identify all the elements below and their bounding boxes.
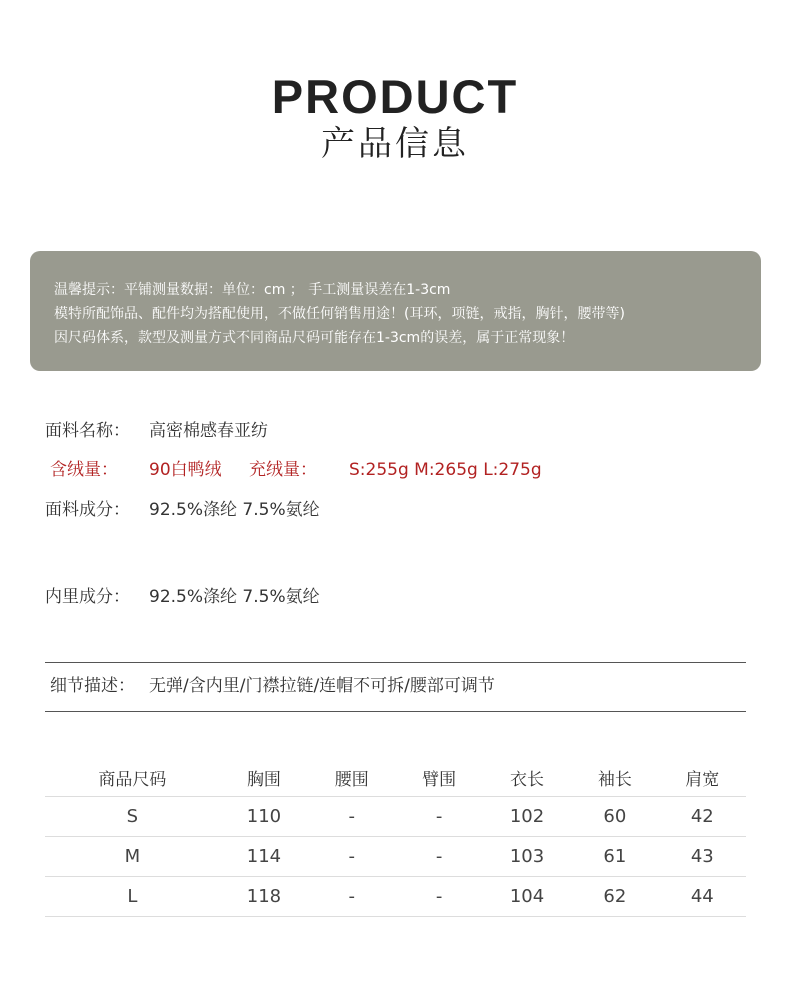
table-cell: 60: [571, 797, 658, 837]
table-cell: 114: [220, 837, 308, 877]
table-row: [45, 837, 746, 877]
table-cell: L: [45, 877, 220, 917]
table-cell: -: [308, 797, 395, 837]
notice-line: 因尺码体系，款型及测量方式不同商品尺码可能存在1-3cm的误差，属于正常现象！: [54, 330, 575, 346]
table-cell: -: [395, 877, 482, 917]
table-cell: 102: [483, 797, 571, 837]
notice-line: 温馨提示：平铺测量数据：单位：cm ； 手工测量误差在1-3cm: [54, 282, 451, 298]
down-row: [45, 457, 542, 483]
details-row: [50, 673, 495, 699]
fabric-name-row: [45, 418, 268, 444]
down-content-label: 含绒量：: [50, 460, 118, 480]
lining-composition-label: 内里成分：: [45, 587, 130, 607]
size-header-cell: 胸围: [246, 769, 281, 790]
table-cell: 44: [659, 877, 746, 917]
lining-composition-value: 92.5%涤纶 7.5%氨纶: [149, 587, 320, 607]
table-cell: 110: [220, 797, 308, 837]
table-cell: -: [308, 837, 395, 877]
divider: [45, 711, 746, 712]
fabric-composition-row: [45, 497, 320, 523]
table-cell: 43: [659, 837, 746, 877]
page-title: PRODUCT: [271, 70, 519, 123]
size-header-cell: 商品尺码: [98, 769, 167, 790]
table-cell: -: [395, 797, 482, 837]
size-header-cell: 衣长: [510, 769, 545, 790]
fabric-name-label: 面料名称：: [45, 421, 130, 441]
table-cell: 103: [483, 837, 571, 877]
table-cell: 42: [659, 797, 746, 837]
fill-weight-label: 充绒量：: [249, 460, 317, 480]
table-row: [45, 797, 746, 837]
fabric-name-value: 高密棉感春亚纺: [149, 421, 268, 441]
details-value: 无弹/含内里/门襟拉链/连帽不可拆/腰部可调节: [149, 676, 495, 696]
table-cell: 62: [571, 877, 658, 917]
details-label: 细节描述：: [50, 676, 135, 696]
notice-box: [30, 251, 761, 371]
table-row: [45, 877, 746, 917]
table-cell: M: [45, 837, 220, 877]
fabric-composition-label: 面料成分：: [45, 500, 130, 520]
lining-composition-row: [45, 584, 320, 610]
page-subtitle: 产品信息: [321, 124, 469, 164]
fill-weight-value: S:255g M:265g L:275g: [349, 460, 542, 480]
fabric-composition-value: 92.5%涤纶 7.5%氨纶: [149, 500, 320, 520]
size-table: [45, 758, 746, 917]
table-cell: 118: [220, 877, 308, 917]
table-cell: S: [45, 797, 220, 837]
notice-line: 模特所配饰品、配件均为搭配使用，不做任何销售用途！(耳环，项链，戒指，胸针，腰带等): [54, 306, 625, 322]
table-cell: -: [395, 837, 482, 877]
table-cell: 104: [483, 877, 571, 917]
down-content-value: 90白鸭绒: [149, 460, 222, 480]
table-cell: -: [308, 877, 395, 917]
divider: [45, 662, 746, 663]
size-table-header-row: [45, 758, 746, 797]
size-header-cell: 袖长: [597, 769, 632, 790]
size-header-cell: 腰围: [334, 769, 369, 790]
size-header-cell: 臂围: [422, 769, 457, 790]
size-header-cell: 肩宽: [685, 769, 720, 790]
table-cell: 61: [571, 837, 658, 877]
